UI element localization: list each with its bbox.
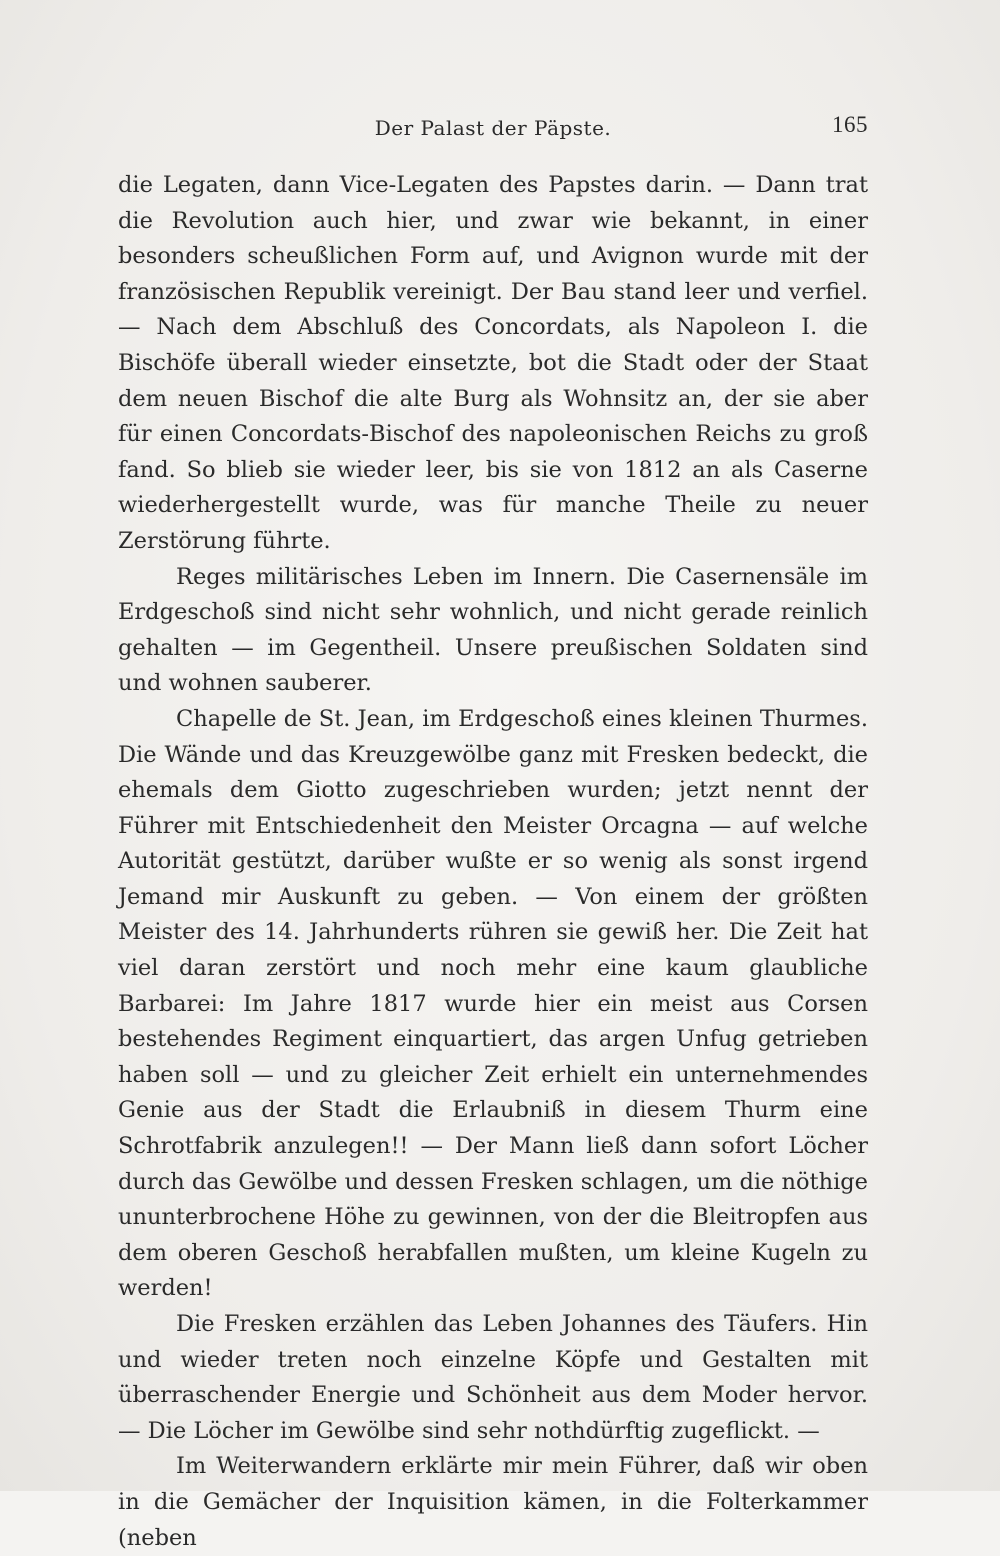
paragraph-1: die Legaten, dann Vice-Legaten des Papstes darin. — Dann trat die Revolution auch hier, und zwar wie bekannt, in einer besonders scheußlichen Form auf, und Avignon wurde mit der französischen Republik vereinigt. Der Bau stand leer und verfiel. — Nach dem Abschluß des Concordats, als Napoleon I. die Bischöfe überall wieder einsetzte, bot die Stadt oder der Staat dem neuen Bischof die alte Burg als Wohnsitz an, der sie aber für einen Concordats-Bischof des napoleonischen Reichs zu groß fand. So blieb sie wieder leer, bis sie von 1812 an als Caserne wiederhergestellt wurde, was für manche Theile zu neuer Zerstörung führte. — [118, 172, 868, 554]
running-title: Der Palast der Päpste. — [374, 116, 612, 140]
running-head — [118, 112, 868, 146]
paragraph-3: Chapelle de St. Jean, im Erdgeschoß eines kleinen Thurmes. Die Wände und das Kreuzgewölbe ganz mit Fresken bedeckt, die ehemals dem Giotto zugeschrieben wurden; jetzt nennt der Führer mit Entschiedenheit den Meister Orcagna — auf welche Autorität gestützt, darüber wußte er so wenig als sonst irgend Jemand mir Auskunft zu geben. — Von einem der größten Meister des 14. Jahrhunderts rühren sie gewiß her. Die Zeit hat viel daran zerstört und noch mehr eine kaum glaubliche Barbarei: Im Jahre 1817 wurde hier ein meist aus Corsen bestehendes Regiment einquartiert, das argen Unfug getrieben haben soll — und zu gleicher Zeit erhielt ein unternehmendes Genie aus der Stadt die Erlaubniß in diesem Thurm eine Schrotfabrik anzulegen!! — Der Mann ließ dann sofort Löcher durch das Gewölbe und dessen Fresken schlagen, um die nöthige ununterbrochene Höhe zu gewinnen, von der die Bleitropfen aus dem oberen Geschoß herabfallen mußten, um kleine Kugeln zu werden! — [118, 705, 868, 1302]
page-content — [118, 112, 868, 1556]
paragraph-2: Reges militärisches Leben im Innern. Die Casernensäle im Erdgeschoß sind nicht sehr wohnlich, und nicht gerade reinlich gehalten — im Gegentheil. Unsere preußischen Soldaten sind und wohnen sauberer. — [118, 563, 868, 697]
paragraph-4: Die Fresken erzählen das Leben Johannes des Täufers. Hin und wieder treten noch einzelne Köpfe und Gestalten mit überraschender Energie und Schönheit aus dem Moder hervor. — Die Löcher im Gewölbe sind sehr nothdürftig zugeflickt. — — [118, 1311, 868, 1444]
body-text — [118, 168, 868, 1556]
paragraph-5: Im Weiterwandern erklärte mir mein Führer, daß wir oben in die Gemächer der Inquisition kämen, in die Folterkammer (neben — [118, 1453, 868, 1551]
page-number: 165 — [832, 112, 868, 137]
